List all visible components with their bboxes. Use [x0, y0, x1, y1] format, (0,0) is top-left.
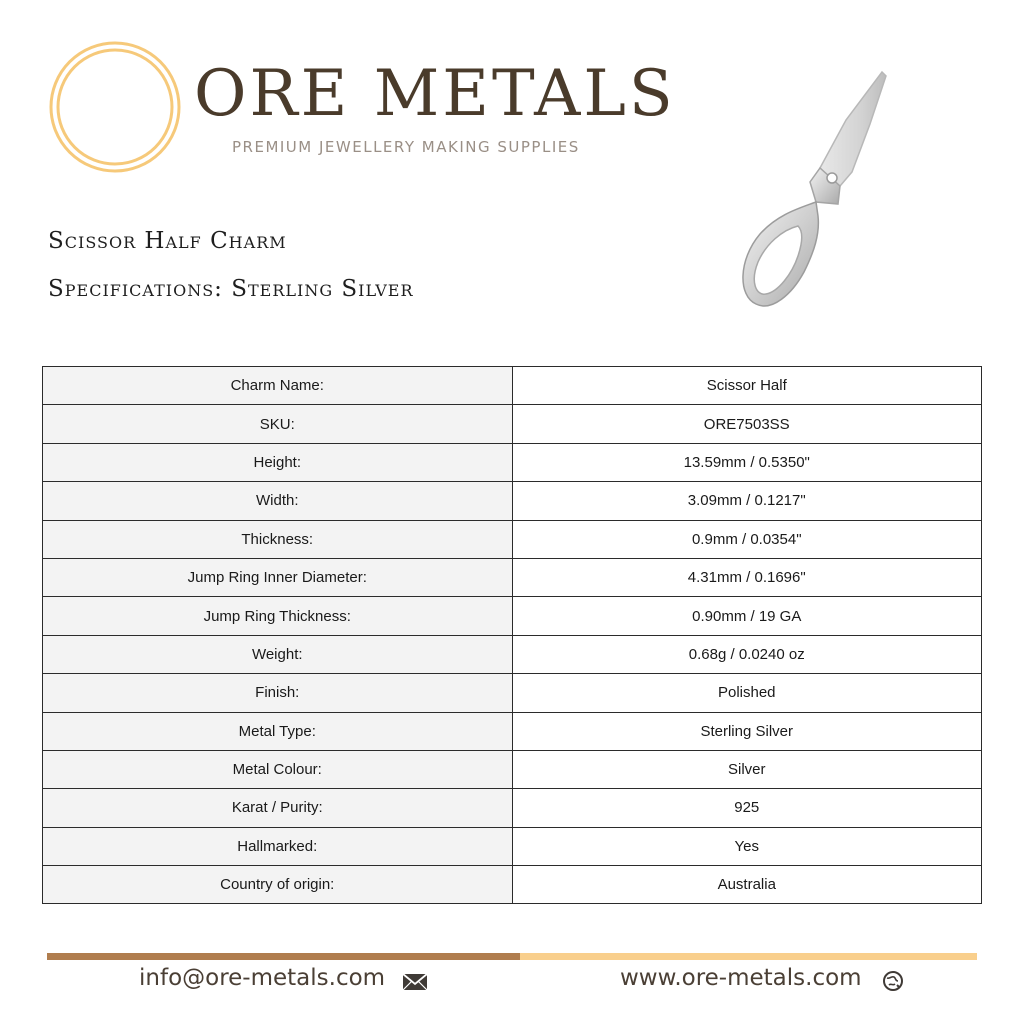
spec-row — [43, 827, 982, 865]
spec-row — [43, 367, 982, 405]
spec-label: Finish: — [43, 674, 513, 712]
scissor-half-charm-icon — [720, 64, 900, 320]
spec-row — [43, 405, 982, 443]
spec-label: Charm Name: — [43, 367, 513, 405]
spec-label: Metal Colour: — [43, 750, 513, 788]
footer-website-link[interactable]: www.ore-metals.com — [620, 965, 862, 991]
footer-bar-left — [47, 953, 520, 960]
spec-value: 13.59mm / 0.5350" — [512, 443, 982, 481]
brand-name: ORE METALS — [194, 57, 676, 131]
logo-rings-icon — [48, 40, 182, 174]
spec-label: Country of origin: — [43, 866, 513, 904]
spec-value: ORE7503SS — [512, 405, 982, 443]
spec-label: Height: — [43, 443, 513, 481]
spec-label: Jump Ring Thickness: — [43, 597, 513, 635]
spec-value: 925 — [512, 789, 982, 827]
spec-value: 4.31mm / 0.1696" — [512, 558, 982, 596]
spec-row — [43, 674, 982, 712]
spec-label: Karat / Purity: — [43, 789, 513, 827]
spec-row — [43, 635, 982, 673]
spec-label: Width: — [43, 482, 513, 520]
globe-icon — [882, 970, 904, 992]
spec-row — [43, 482, 982, 520]
spec-value: Polished — [512, 674, 982, 712]
spec-row — [43, 443, 982, 481]
spec-row — [43, 750, 982, 788]
spec-value: Sterling Silver — [512, 712, 982, 750]
spec-value: Silver — [512, 750, 982, 788]
product-spec-line: Specifications: Sterling Silver — [48, 276, 414, 302]
spec-value: Yes — [512, 827, 982, 865]
spec-value: 3.09mm / 0.1217" — [512, 482, 982, 520]
spec-value: Australia — [512, 866, 982, 904]
spec-label: Weight: — [43, 635, 513, 673]
spec-row — [43, 866, 982, 904]
spec-label: Jump Ring Inner Diameter: — [43, 558, 513, 596]
spec-row — [43, 558, 982, 596]
footer-email-link[interactable]: info@ore-metals.com — [139, 965, 386, 991]
spec-row — [43, 789, 982, 827]
spec-row — [43, 712, 982, 750]
spec-value: 0.9mm / 0.0354" — [512, 520, 982, 558]
spec-table — [42, 366, 982, 904]
spec-row — [43, 597, 982, 635]
spec-label: Thickness: — [43, 520, 513, 558]
spec-value: Scissor Half — [512, 367, 982, 405]
spec-label: Metal Type: — [43, 712, 513, 750]
spec-label: Hallmarked: — [43, 827, 513, 865]
spec-value: 0.90mm / 19 GA — [512, 597, 982, 635]
envelope-icon — [402, 973, 428, 991]
spec-row — [43, 520, 982, 558]
spec-value: 0.68g / 0.0240 oz — [512, 635, 982, 673]
brand-tagline: PREMIUM JEWELLERY MAKING SUPPLIES — [232, 138, 580, 156]
spec-label: SKU: — [43, 405, 513, 443]
footer-bar-right — [520, 953, 977, 960]
product-title: Scissor Half Charm — [48, 228, 287, 254]
